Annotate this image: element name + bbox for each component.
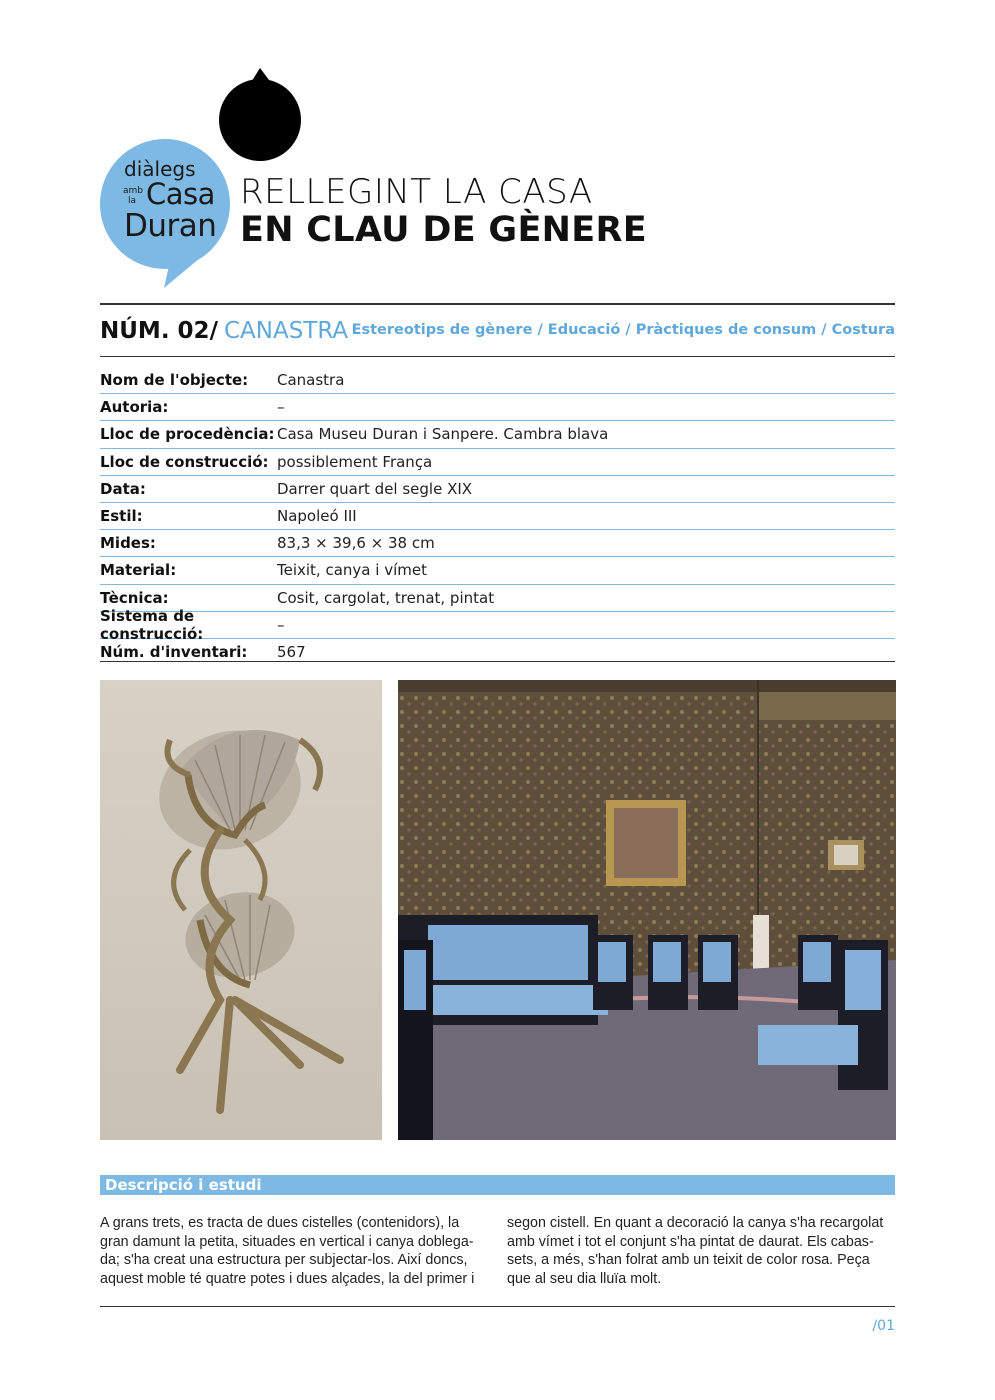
spec-value: –	[277, 398, 285, 417]
spec-value: 83,3 × 39,6 × 38 cm	[277, 534, 435, 553]
spec-value: Canastra	[277, 371, 345, 390]
logo-dialegs: diàlegs	[124, 157, 196, 181]
description-column-1: A grans trets, es tracta de dues cistelles (contenidors), la gran damunt la petita, situades en vertical i canya doblega-da; s'ha creat una estructura per subjectar-los. Així doncs, aquest moble té quatre potes i dues alçades, la del primer i	[100, 1215, 475, 1287]
spec-value: –	[277, 615, 285, 634]
spec-label: Nom de l'objecte:	[100, 371, 249, 390]
spec-value: 567	[277, 642, 306, 661]
divider	[100, 1306, 895, 1307]
spec-value: Darrer quart del segle XIX	[277, 479, 473, 498]
spec-label: Material:	[100, 561, 177, 580]
spec-row	[100, 421, 895, 448]
logo-amb-la: amb la	[123, 186, 143, 206]
page-title-line1: RELLEGINT LA CASA	[240, 172, 593, 212]
spec-label: Núm. d'inventari:	[100, 642, 248, 661]
page-number: /01	[872, 1318, 895, 1334]
spec-row	[100, 367, 895, 394]
page-title-line2: EN CLAU DE GÈNERE	[240, 210, 647, 250]
spec-row	[100, 394, 895, 421]
object-name: CANASTRA	[223, 318, 349, 344]
spec-label: Autoria:	[100, 398, 169, 417]
spec-value: possiblement França	[277, 452, 433, 471]
divider	[100, 356, 895, 357]
object-number	[100, 318, 348, 344]
spec-label: Lloc de procedència:	[100, 425, 275, 444]
spec-label: Mides:	[100, 534, 156, 553]
spec-label: Tècnica:	[100, 588, 169, 607]
spec-row	[100, 449, 895, 476]
spec-label: Estil:	[100, 507, 143, 526]
spec-value: Napoleó III	[277, 507, 357, 526]
spec-label: Sistema de construcció:	[100, 606, 204, 643]
spec-row	[100, 606, 895, 643]
section-title: Descripció i estudi	[105, 1176, 262, 1194]
description-column-2: segon cistell. En quant a decoració la canya s'ha recargolat amb vímet i tot el conjunt s'ha pintat de daurat. Els cabas-sets, a més, s'han folrat amb un teixit de color rosa. Peça que al seu dia lluïa molt.	[507, 1215, 884, 1287]
spec-label: Lloc de construcció:	[100, 452, 269, 471]
spec-row	[100, 476, 895, 503]
logo-casa: Casa	[146, 177, 215, 211]
object-photo	[100, 680, 382, 1140]
spec-row	[100, 530, 895, 557]
spec-value: Casa Museu Duran i Sanpere. Cambra blava	[277, 425, 609, 444]
spec-row	[100, 503, 895, 530]
divider	[100, 303, 895, 305]
spec-value: Cosit, cargolat, trenat, pintat	[277, 588, 495, 607]
object-tags: Estereotips de gènere / Educació / Pràctiques de consum / Costura	[351, 322, 895, 338]
spec-table	[100, 367, 895, 665]
divider	[100, 661, 895, 662]
room-photo	[398, 680, 896, 1140]
spec-row	[100, 557, 895, 584]
spec-value: Teixit, canya i vímet	[277, 561, 427, 580]
logo-duran: Duran	[124, 208, 217, 244]
spec-label: Data:	[100, 479, 146, 498]
object-number-label: NÚM. 02/	[100, 318, 218, 344]
section-header-bar	[100, 1175, 895, 1195]
